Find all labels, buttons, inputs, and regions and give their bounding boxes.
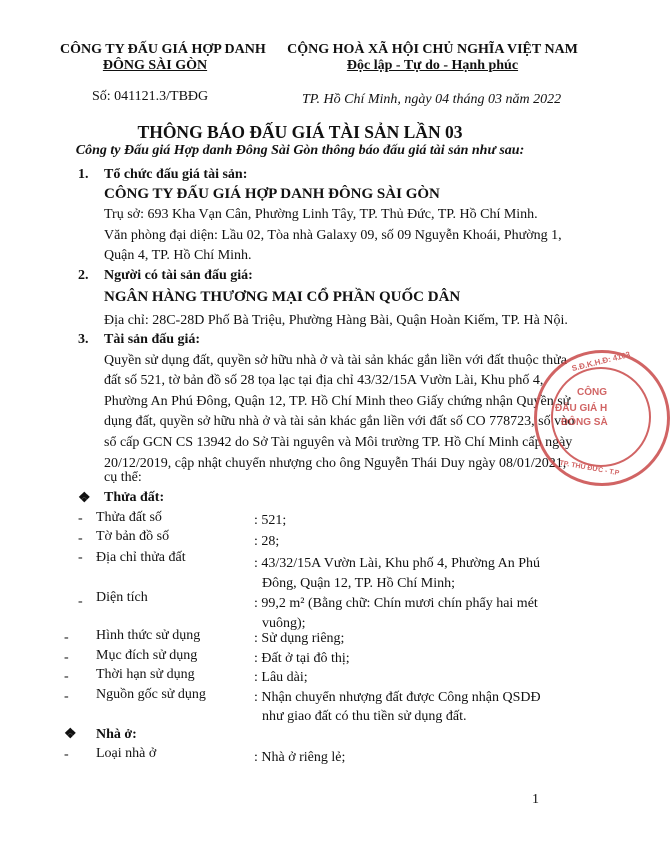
section-1-number: 1.	[78, 167, 89, 182]
section-3-line: sổ cấp GCN CS 13942 do Sở Tài nguyên và Môi trường TP. Hồ Chí Minh cấp ngày	[104, 435, 573, 450]
house-heading: Nhà ở:	[96, 727, 137, 742]
section-3-line: Quyền sử dụng đất, quyền sở hữu nhà ở và tài sản khác gắn liền với đất thuộc thửa	[104, 353, 567, 368]
land-row-value-cont: vuông);	[262, 616, 306, 631]
motto: Độc lập - Tự do - Hạnh phúc	[346, 58, 519, 73]
company-name-line1: CÔNG TY ĐẤU GIÁ HỢP DANH	[60, 42, 266, 57]
dash-bullet: -	[64, 630, 69, 645]
land-row-label: Địa chỉ thửa đất	[96, 550, 186, 565]
land-row-value: : Lâu dài;	[254, 670, 308, 685]
dash-bullet: -	[78, 550, 83, 565]
section-2-heading: Người có tài sản đấu giá:	[104, 268, 253, 283]
section-3-line: đất số 521, tờ bản đồ số 28 tọa lạc tại địa chỉ 43/32/15A Vườn Lài, Khu phố 4,	[104, 373, 544, 388]
land-row-label: Thửa đất số	[96, 510, 162, 525]
section-1-line: Quận 4, TP. Hồ Chí Minh.	[104, 248, 252, 263]
section-3-line: dụng đất, quyền sở hữu nhà ở và tài sản khác gắn liền với đất số CO 778723, số vào	[104, 414, 575, 429]
land-row-label: Thời hạn sử dụng	[96, 667, 195, 682]
land-row-value: : 28;	[254, 534, 280, 549]
dash-bullet: -	[64, 747, 69, 762]
land-heading: Thửa đất:	[104, 490, 165, 505]
land-row-value: : Sử dụng riêng;	[254, 631, 345, 646]
place-date: TP. Hồ Chí Minh, ngày 04 tháng 03 năm 2022	[302, 92, 562, 107]
section-3-line: Phường An Phú Đông, Quận 12, TP. Hồ Chí Minh theo Giấy chứng nhận Quyền sử	[104, 394, 571, 409]
house-row-value: : Nhà ở riêng lẻ;	[254, 750, 346, 765]
section-1-line: Văn phòng đại diện: Lầu 02, Tòa nhà Galaxy 09, số 09 Nguyễn Khoái, Phường 1,	[104, 228, 562, 243]
land-row-value: : Đất ở tại đô thị;	[254, 651, 350, 666]
land-row-value-cont: như giao đất có thu tiền sử dụng đất.	[262, 709, 467, 724]
dash-bullet: -	[78, 511, 83, 526]
diamond-bullet-icon: ❖	[64, 727, 77, 742]
company-name-line2: ĐÔNG SÀI GÒN	[102, 58, 208, 73]
section-3-line: 20/12/2019, cập nhật chuyển nhượng cho ông Nguyễn Thái Duy ngày 08/01/2021,	[104, 456, 567, 471]
land-row-label: Diện tích	[96, 590, 148, 605]
house-row-label: Loại nhà ở	[96, 746, 157, 761]
page-number: 1	[532, 792, 539, 807]
dash-bullet: -	[64, 689, 69, 704]
section-3-heading: Tài sản đấu giá:	[104, 332, 201, 347]
land-row-value: : Nhận chuyển nhượng đất được Công nhận QSDĐ	[254, 690, 541, 705]
section-1-heading: Tổ chức đấu giá tài sản:	[104, 167, 248, 182]
section-1-line: Trụ sở: 693 Kha Vạn Cân, Phường Linh Tây, TP. Thủ Đức, TP. Hồ Chí Minh.	[104, 207, 538, 222]
page-subtitle: Công ty Đấu giá Hợp danh Đông Sài Gòn thông báo đấu giá tài sản như sau:	[75, 143, 525, 158]
section-2-number: 2.	[78, 268, 89, 283]
land-row-value-cont: Đông, Quận 12, TP. Hồ Chí Minh;	[262, 576, 456, 591]
dash-bullet: -	[78, 594, 83, 609]
diamond-bullet-icon: ❖	[78, 491, 91, 506]
republic-title: CỘNG HOÀ XÃ HỘI CHỦ NGHĨA VIỆT NAM	[287, 42, 578, 57]
section-3-number: 3.	[78, 332, 89, 347]
land-row-label: Tờ bản đồ số	[96, 529, 170, 544]
page-title: THÔNG BÁO ĐẤU GIÁ TÀI SẢN LẦN 03	[137, 122, 463, 142]
land-row-label: Mục đích sử dụng	[96, 648, 198, 663]
company-seal: S.Đ.K.H.Đ: 4103 CÔNG ĐẤU GIÁ H ĐÔNG SÀ TP. THỦ ĐỨC - T.P	[534, 350, 670, 486]
land-row-value: : 99,2 m² (Bằng chữ: Chín mươi chín phẩy hai mét	[254, 596, 538, 611]
document-number: Số: 041121.3/TBĐG	[92, 89, 209, 104]
section-2-line: Địa chỉ: 28C-28D Phố Bà Triệu, Phường Hàng Bài, Quận Hoàn Kiếm, TP. Hà Nội.	[104, 313, 568, 328]
section-3-line: cụ thể:	[104, 470, 142, 485]
land-row-label: Hình thức sử dụng	[96, 628, 201, 643]
dash-bullet: -	[64, 650, 69, 665]
section-2-name: NGÂN HÀNG THƯƠNG MẠI CỔ PHẦN QUỐC DÂN	[104, 289, 461, 305]
land-row-value: : 521;	[254, 513, 287, 528]
land-row-label: Nguồn gốc sử dụng	[96, 687, 206, 702]
dash-bullet: -	[64, 669, 69, 684]
section-1-name: CÔNG TY ĐẤU GIÁ HỢP DANH ĐÔNG SÀI GÒN	[104, 186, 440, 202]
land-row-value: : 43/32/15A Vườn Lài, Khu phố 4, Phường An Phú	[254, 556, 541, 571]
dash-bullet: -	[78, 531, 83, 546]
